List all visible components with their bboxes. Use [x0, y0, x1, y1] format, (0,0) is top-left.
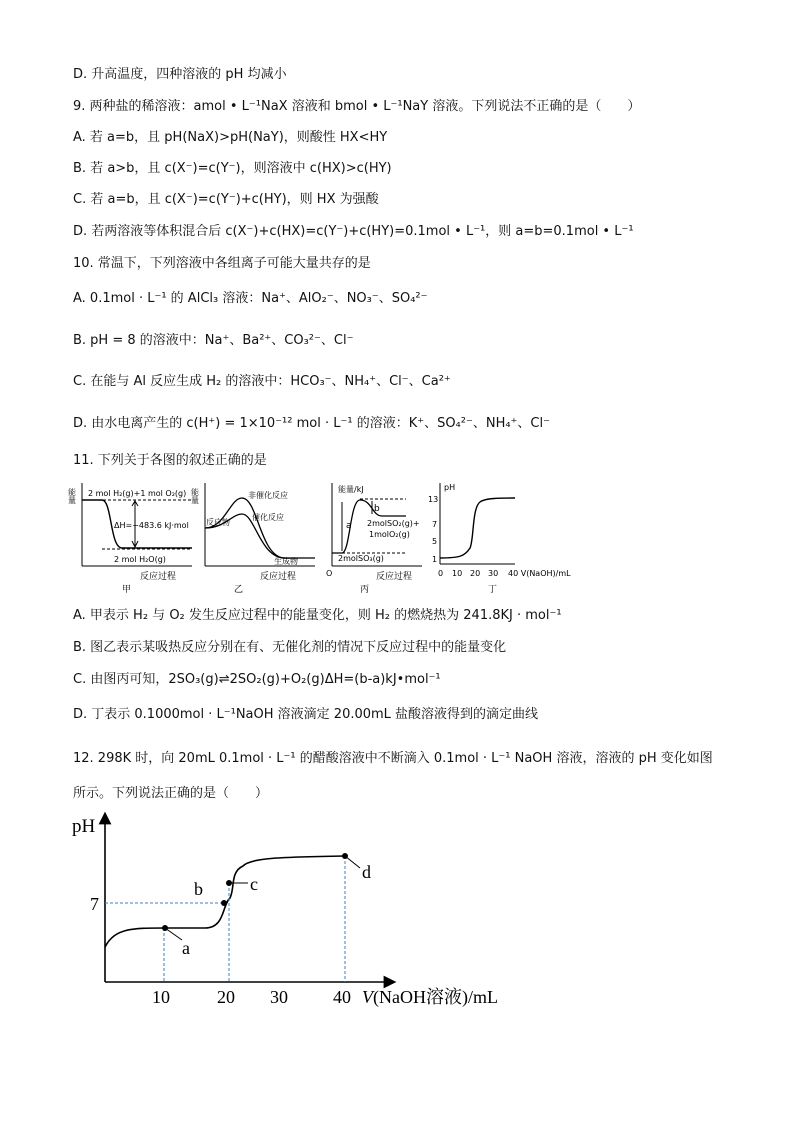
yi-curve1-label: 非催化反应 [248, 491, 288, 500]
q12-titration-figure [60, 810, 540, 1015]
ding-xtick-30: 30 [488, 569, 499, 578]
yi-curve2-label: 催化反应 [252, 513, 284, 522]
bing-y-label: 能量/kJ [338, 485, 364, 494]
q10-option-d: D. 由水电离产生的 c(H⁺) = 1×10⁻¹² mol · L⁻¹ 的溶液：K⁺、SO₄²⁻、NH₄⁺、Cl⁻ [73, 416, 550, 431]
q11-option-a: A. 甲表示 H₂ 与 O₂ 发生反应过程中的能量变化，则 H₂ 的燃烧热为 241.8KJ · mol⁻¹ [73, 608, 562, 623]
x-tick-40: 40 [333, 987, 351, 1007]
x-axis-label: V(NaOH溶液)/mL [362, 987, 498, 1007]
yi-product-label: 生成物 [274, 557, 298, 566]
yi-y-label: 能量 [190, 488, 200, 504]
q11-stem: 11. 下列关于各图的叙述正确的是 [73, 453, 267, 468]
q9-option-b: B. 若 a>b，且 c(X⁻)=c(Y⁻)，则溶液中 c(HX)>c(HY) [73, 161, 392, 176]
jia-dh-label: ΔH=−483.6 kJ·mol [114, 521, 189, 530]
q9-stem: 9. 两种盐的稀溶液：amol • L⁻¹NaX 溶液和 bmol • L⁻¹NaY 溶液。下列说法不正确的是（ ） [73, 99, 641, 114]
bing-top2-label: 1molO₂(g) [369, 530, 410, 539]
yi-reactant-label: 反应物 [206, 518, 230, 527]
bing-bottom-label: 2molSO₃(g) [338, 554, 384, 563]
q10-option-c: C. 在能与 Al 反应生成 H₂ 的溶液中：HCO₃⁻、NH₄⁺、Cl⁻、Ca²⁺ [73, 374, 451, 389]
q8-option-d: D. 升高温度，四种溶液的 pH 均减小 [73, 67, 287, 82]
q9-option-c: C. 若 a=b，且 c(X⁻)=c(Y⁻)+c(HY)，则 HX 为强酸 [73, 192, 379, 207]
figure-ding [440, 483, 515, 564]
jia-bottom-label: 2 mol H₂O(g) [114, 555, 166, 564]
q11-option-d: D. 丁表示 0.1000mol · L⁻¹NaOH 溶液滴定 20.00mL 盐酸溶液得到的滴定曲线 [73, 707, 539, 722]
label-b: b [194, 879, 203, 899]
bing-a-label: a [346, 521, 352, 531]
ding-xtick-10: 10 [452, 569, 463, 578]
q9-option-a: A. 若 a=b，且 pH(NaX)>pH(NaY)，则酸性 HX<HY [73, 130, 388, 145]
q10-option-b: B. pH = 8 的溶液中：Na⁺、Ba²⁺、CO₃²⁻、Cl⁻ [73, 333, 354, 348]
yi-name: 乙 [234, 585, 244, 595]
y-tick-7: 7 [90, 894, 99, 914]
ding-y-label: pH [444, 483, 456, 492]
q11-option-b: B. 图乙表示某吸热反应分别在有、无催化剂的情况下反应过程中的能量变化 [73, 640, 507, 655]
x-tick-20: 20 [217, 987, 235, 1007]
jia-name: 甲 [122, 585, 132, 595]
q11-option-c: C. 由图丙可知，2SO₃(g)⇌2SO₂(g)+O₂(g)ΔH=(b-a)kJ•mol⁻¹ [73, 672, 441, 687]
ding-x-label: 40 V(NaOH)/mL [508, 569, 571, 578]
q10-option-a: A. 0.1mol · L⁻¹ 的 AlCl₃ 溶液：Na⁺、AlO₂⁻、NO₃⁻、SO₄²⁻ [73, 291, 428, 306]
bing-b-label: b [374, 504, 380, 514]
y-axis-label: pH [72, 816, 96, 837]
x-tick-30: 30 [270, 987, 288, 1007]
ding-name: 丁 [488, 585, 498, 595]
ding-ytick-1: 1 [432, 555, 438, 564]
q11-figures [60, 478, 600, 598]
jia-x-label: 反应过程 [140, 572, 177, 582]
jia-top-label: 2 mol H₂(g)+1 mol O₂(g) [88, 489, 187, 498]
q12-stem-cont: 所示。下列说法正确的是（ ） [73, 786, 269, 801]
label-a: a [182, 938, 190, 958]
bing-top-label: 2molSO₂(g)+ [367, 519, 420, 528]
yi-x-label: 反应过程 [260, 572, 297, 582]
bing-origin: O [326, 569, 333, 578]
x-tick-10: 10 [152, 987, 170, 1007]
bing-x-label: 反应过程 [376, 572, 413, 582]
jia-y-label: 能量 [67, 488, 77, 504]
ding-xtick-0: 0 [438, 569, 444, 578]
q10-stem: 10. 常温下，下列溶液中各组离子可能大量共存的是 [73, 256, 371, 271]
bing-name: 丙 [360, 585, 370, 595]
ding-ytick-5: 5 [432, 537, 438, 546]
ding-ytick-7: 7 [432, 520, 438, 529]
q9-option-d: D. 若两溶液等体积混合后 c(X⁻)+c(HX)=c(Y⁻)+c(HY)=0.1mol • L⁻¹，则 a=b=0.1mol • L⁻¹ [73, 224, 634, 239]
ding-xtick-20: 20 [470, 569, 481, 578]
point-b [221, 900, 227, 906]
label-d: d [362, 862, 371, 882]
label-c: c [250, 874, 258, 894]
ding-ytick-13: 13 [428, 495, 439, 504]
q12-stem: 12. 298K 时，向 20mL 0.1mol · L⁻¹ 的醋酸溶液中不断滴入 0.1mol · L⁻¹ NaOH 溶液，溶液的 pH 变化如图 [73, 751, 713, 766]
